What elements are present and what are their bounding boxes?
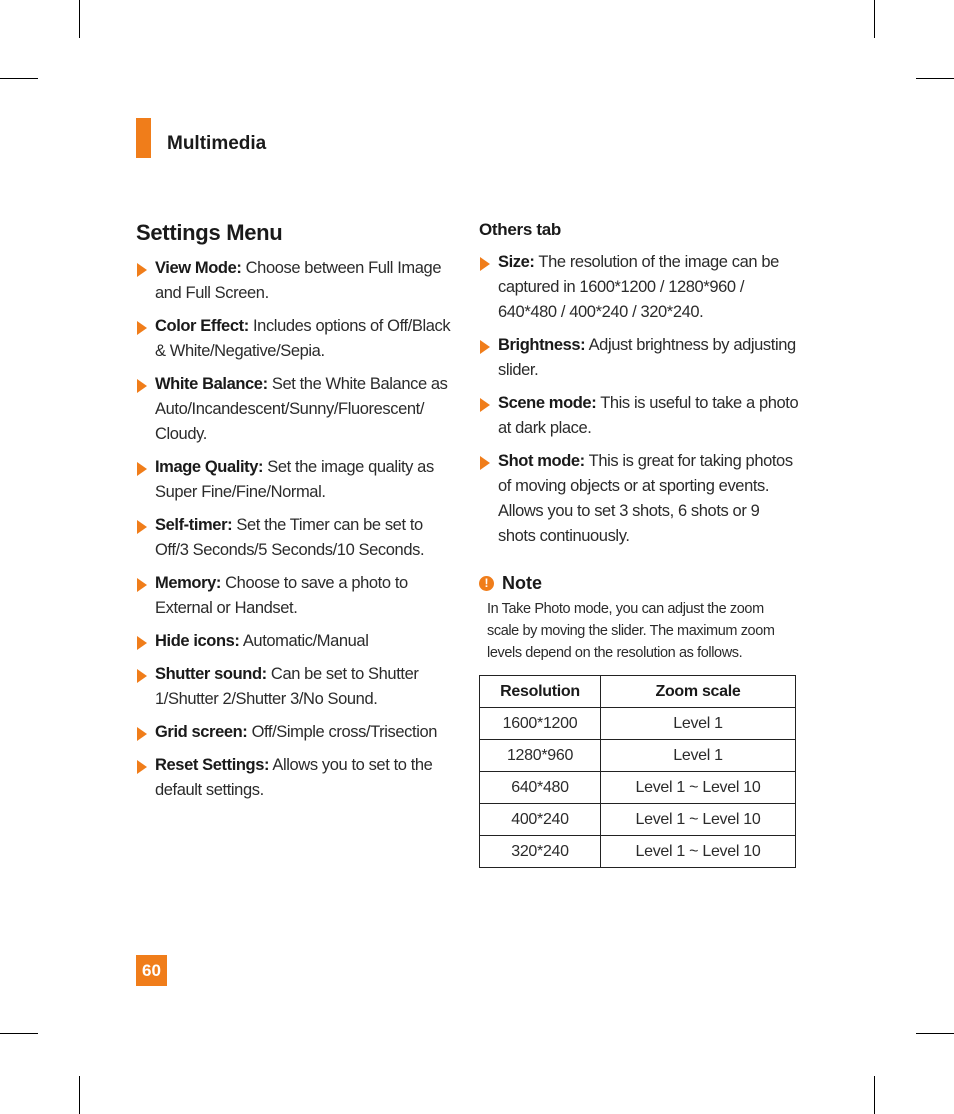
triangle-bullet-icon <box>137 462 147 476</box>
crop-mark <box>874 1076 875 1114</box>
triangle-bullet-icon <box>137 379 147 393</box>
item-description: This is great for taking photos of moving objects or at sporting events. Allows you to set 3 shots, 6 shots or 9 shots continuously. <box>498 452 793 545</box>
note-header <box>479 573 799 594</box>
item-description: Set the White Balance as Auto/Incandescent/Sunny/Fluorescent/ Cloudy. <box>155 375 448 443</box>
list-item <box>479 391 799 441</box>
list-item <box>136 571 456 621</box>
item-description: Set the Timer can be set to Off/3 Seconds/5 Seconds/10 Seconds. <box>155 516 425 559</box>
crop-mark <box>0 78 38 79</box>
table-row <box>480 740 796 772</box>
item-description: Set the image quality as Super Fine/Fine/Normal. <box>155 458 434 501</box>
zoom-scale-cell: Level 1 ~ Level 10 <box>601 836 796 868</box>
triangle-bullet-icon <box>137 520 147 534</box>
settings-menu-column <box>136 220 456 811</box>
header-zoom-scale: Zoom scale <box>601 676 796 708</box>
zoom-scale-cell: Level 1 ~ Level 10 <box>601 804 796 836</box>
item-term: Reset Settings: <box>155 756 270 774</box>
crop-mark <box>916 78 954 79</box>
item-description: Includes options of Off/Black & White/Negative/Sepia. <box>155 317 451 360</box>
list-item <box>136 513 456 563</box>
triangle-bullet-icon <box>480 456 490 470</box>
resolution-cell: 640*480 <box>480 772 601 804</box>
list-item <box>136 753 456 803</box>
list-item <box>136 629 456 654</box>
list-item <box>479 449 799 549</box>
list-item <box>479 250 799 325</box>
list-item <box>136 314 456 364</box>
item-description: Choose between Full Image and Full Screen. <box>155 259 442 302</box>
list-item <box>136 372 456 447</box>
zoom-scale-cell: Level 1 <box>601 708 796 740</box>
others-list <box>479 250 799 549</box>
others-tab-heading: Others tab <box>479 220 562 239</box>
triangle-bullet-icon <box>480 340 490 354</box>
settings-list <box>136 256 456 803</box>
item-description: Adjust brightness by adjusting slider. <box>498 336 796 379</box>
triangle-bullet-icon <box>137 578 147 592</box>
list-item <box>136 455 456 505</box>
crop-mark <box>874 0 875 38</box>
resolution-cell: 320*240 <box>480 836 601 868</box>
triangle-bullet-icon <box>137 760 147 774</box>
item-term: Grid screen: <box>155 723 248 741</box>
crop-mark <box>79 1076 80 1114</box>
zoom-scale-cell: Level 1 <box>601 740 796 772</box>
list-item <box>136 256 456 306</box>
table-header-row <box>480 676 796 708</box>
triangle-bullet-icon <box>137 321 147 335</box>
item-term: Scene mode: <box>498 394 597 412</box>
item-description: Choose to save a photo to External or Handset. <box>155 574 408 617</box>
crop-mark <box>79 0 80 38</box>
item-term: Memory: <box>155 574 221 592</box>
item-description: This is useful to take a photo at dark place. <box>498 394 799 437</box>
triangle-bullet-icon <box>480 257 490 271</box>
resolution-cell: 400*240 <box>480 804 601 836</box>
zoom-scale-cell: Level 1 ~ Level 10 <box>601 772 796 804</box>
crop-mark <box>0 1033 38 1034</box>
header-resolution: Resolution <box>480 676 601 708</box>
table-row <box>480 836 796 868</box>
list-item <box>479 333 799 383</box>
section-accent-bar <box>136 118 151 158</box>
triangle-bullet-icon <box>137 727 147 741</box>
resolution-cell: 1280*960 <box>480 740 601 772</box>
exclamation-icon: ! <box>479 576 494 591</box>
item-term: View Mode: <box>155 259 242 277</box>
table-row <box>480 772 796 804</box>
item-term: Color Effect: <box>155 317 249 335</box>
table-row <box>480 708 796 740</box>
triangle-bullet-icon <box>480 398 490 412</box>
crop-mark <box>916 1033 954 1034</box>
list-item <box>136 720 456 745</box>
item-term: Self-timer: <box>155 516 233 534</box>
item-term: Size: <box>498 253 535 271</box>
zoom-scale-table <box>479 675 796 868</box>
settings-menu-heading: Settings Menu <box>136 220 283 245</box>
note-title: Note <box>502 573 542 593</box>
item-description: Off/Simple cross/Trisection <box>251 723 438 741</box>
list-item <box>136 662 456 712</box>
item-term: Hide icons: <box>155 632 240 650</box>
others-tab-column <box>479 220 799 868</box>
page-number: 60 <box>136 955 167 986</box>
item-description: Can be set to Shutter 1/Shutter 2/Shutter 3/No Sound. <box>155 665 419 708</box>
item-term: Shutter sound: <box>155 665 267 683</box>
resolution-cell: 1600*1200 <box>480 708 601 740</box>
item-description: Allows you to set to the default settings. <box>155 756 433 799</box>
triangle-bullet-icon <box>137 669 147 683</box>
item-term: Image Quality: <box>155 458 264 476</box>
item-term: Shot mode: <box>498 452 585 470</box>
item-description: Automatic/Manual <box>242 632 369 650</box>
item-description: The resolution of the image can be captured in 1600*1200 / 1280*960 / 640*480 / 400*240 / 320*240. <box>498 253 779 321</box>
table-row <box>480 804 796 836</box>
triangle-bullet-icon <box>137 636 147 650</box>
item-term: White Balance: <box>155 375 268 393</box>
triangle-bullet-icon <box>137 263 147 277</box>
section-title: Multimedia <box>167 133 267 154</box>
note-text: In Take Photo mode, you can adjust the zoom scale by moving the slider. The maximum zoom levels depend on the resolution as follows. <box>487 601 775 661</box>
item-term: Brightness: <box>498 336 586 354</box>
